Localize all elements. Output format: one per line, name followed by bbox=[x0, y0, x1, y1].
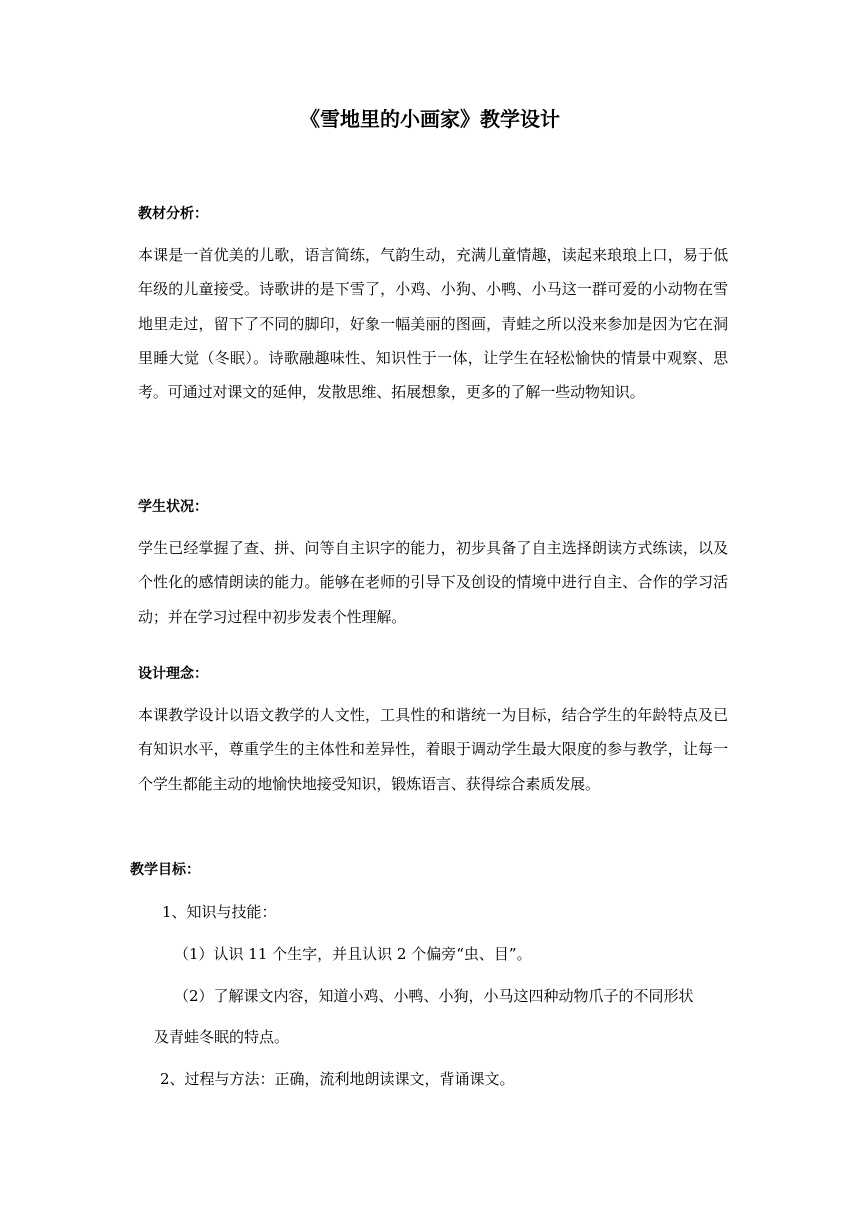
student-status-body: 学生已经掌握了查、拼、问等自主识字的能力，初步具备了自主选择朗读方式练读，以及个性化的感情朗读的能力。能够在老师的引导下及创设的情境中进行自主、合作的学习活动；并在学习过程中初步发表个性理解。 bbox=[138, 539, 728, 626]
goal-knowledge-skills: 1、知识与技能： bbox=[162, 903, 277, 921]
design-concept-heading: 设计理念： bbox=[138, 666, 208, 682]
goal-process-methods: 2、过程与方法：正确，流利地朗读课文，背诵课文。 bbox=[160, 1070, 515, 1088]
goal-knowledge-sub2-line2: 及青蛙冬眠的特点。 bbox=[154, 1028, 290, 1046]
goal-knowledge-sub2-line1: （2）了解课文内容，知道小鸡、小鸭、小狗，小马这四种动物爪子的不同形状 bbox=[174, 987, 694, 1005]
material-analysis-body: 本课是一首优美的儿歌，语言简练，气韵生动，充满儿童情趣，读起来琅琅上口，易于低年级的儿童接受。诗歌讲的是下雪了，小鸡、小狗、小鸭、小马这一群可爱的小动物在雪地里走过，留下了不同的脚印，好象一幅美丽的图画，青蛙之所以没来参加是因为它在洞里睡大觉（冬眠）。诗歌融趣味性、知识性于一体，让学生在轻松愉快的情景中观察、思考。可通过对课文的延伸，发散思维、拓展想象，更多的了解一些动物知识。 bbox=[138, 246, 728, 402]
teaching-goals-heading: 教学目标： bbox=[130, 862, 200, 878]
goal-knowledge-sub1: （1）认识 11 个生字，并且认识 2 个偏旁“虫、目”。 bbox=[174, 945, 532, 963]
document-title: 《雪地里的小画家》教学设计 bbox=[300, 107, 560, 131]
student-status-heading: 学生状况： bbox=[138, 499, 208, 515]
design-concept-body: 本课教学设计以语文教学的人文性，工具性的和谐统一为目标，结合学生的年龄特点及已有知识水平，尊重学生的主体性和差异性，着眼于调动学生最大限度的参与教学，让每一个学生都能主动的地愉快地接受知识，锻炼语言、获得综合素质发展。 bbox=[138, 706, 728, 793]
material-analysis-heading: 教材分析： bbox=[138, 206, 208, 222]
